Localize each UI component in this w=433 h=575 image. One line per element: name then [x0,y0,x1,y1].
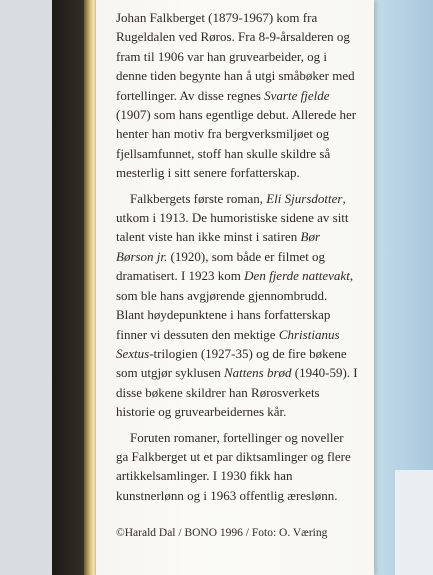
italic-title: Eli Sjursdotter [266,190,343,206]
text-run: (1920), som både er filmet og dramatisert. I 1923 kom [116,248,326,284]
text-run: Johan Falkberget (1879-1967) kom fra Rugeldalen ved Røros. Fra 8-9-årsalderen og fram til 1906 var han gruvearbeider, og i denne tiden begynte han å utgi småbøker med fortellinger. Av disse regnes [116,10,355,103]
text-run: Foruten romaner, fortellinger og noveller ga Falkberget ut et par diktsamlinger og flere artikkelsamlinger. I 1930 fikk han kunstnerlønn og i 1963 offentlig æreslønn. [116,429,351,503]
paragraph-2 [116,189,358,422]
italic-title: Den fjerde nattevakt [244,268,350,284]
paragraph-3 [116,428,358,506]
text-run: Falkbergets første roman, [130,190,267,206]
italic-title: Svarte fjelde [264,87,330,103]
photo-credit: ©Harald Dal / BONO 1996 / Foto: O. Væring [116,527,328,539]
biography-text [116,8,358,511]
text-run: (1907) som hans egentlige debut. Allerede her henter han motiv fra bergverksmiljøet og fjellsamfunnet, stoff han skulle skildre så mesterlig i sitt senere forfatterskap. [116,107,357,181]
background-surface [395,470,433,575]
text-run: , utkom i 1913. De humoristiske sidene av sitt talent viste han ikke minst i satiren [116,190,349,245]
text-run: -trilogien (1927-35) og de fire bøkene som utgjør syklusen [116,345,347,381]
italic-title: Nattens brød [223,365,292,381]
text-run: , som ble hans avgjørende gjennombrudd. Blant høydepunktene i hans forfatterskap finner vi dessuten den mektige [116,268,354,342]
paragraph-1 [116,8,358,183]
text-run: (1940-59). I disse bøkene skildrer han Rørosverkets historie og gruvearbeidernes kår. [116,365,358,420]
italic-title: Christianus Sextus [116,326,340,361]
italic-title: Bør Børson jr. [116,229,320,264]
